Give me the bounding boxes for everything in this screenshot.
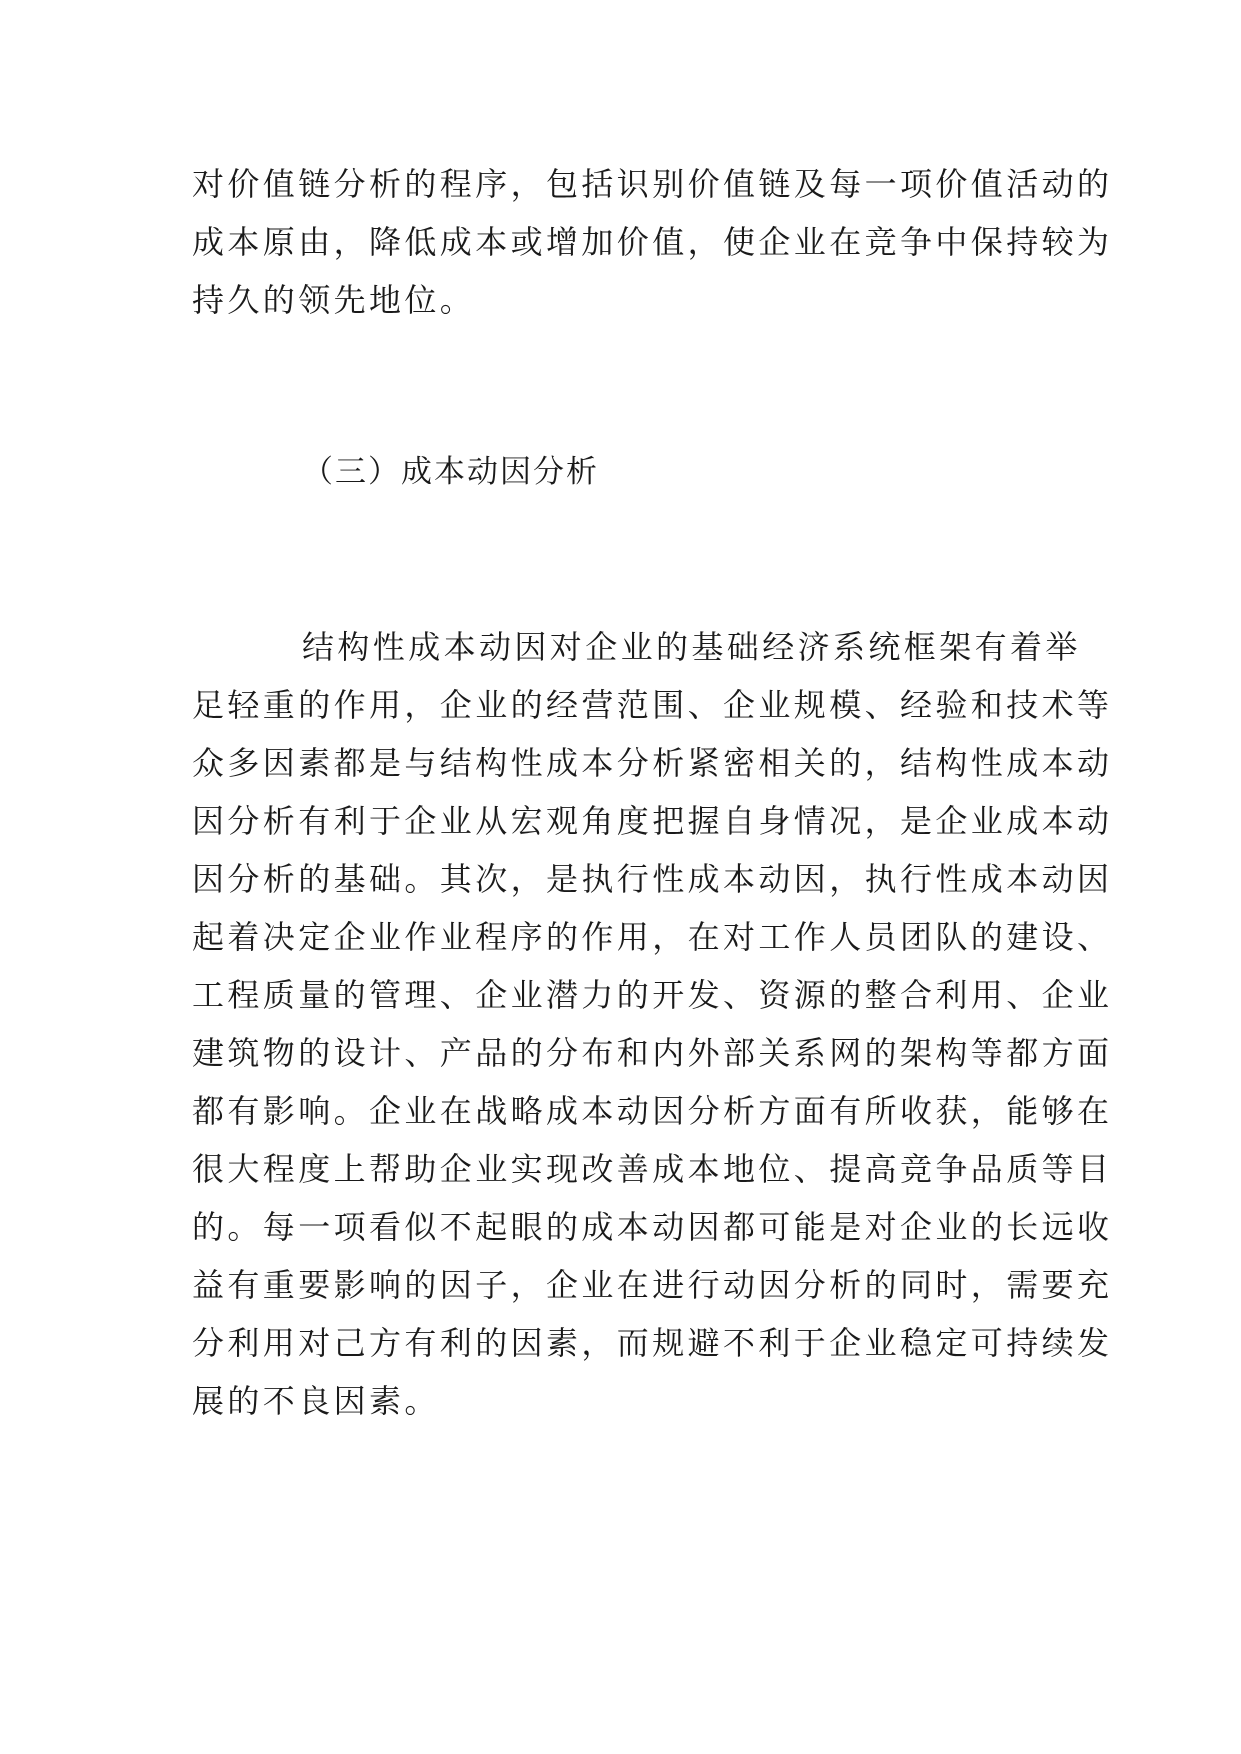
paragraph-2-line-2: 足轻重的作用，企业的经营范围、企业规模、经验和技术等 [192, 686, 1113, 724]
paragraph-2-line-3: 众多因素都是与结构性成本分析紧密相关的，结构性成本动 [192, 744, 1113, 782]
paragraph-2-line-13: 分利用对己方有利的因素，而规避不利于企业稳定可持续发 [192, 1324, 1113, 1362]
paragraph-2-line-7: 工程质量的管理、企业潜力的开发、资源的整合利用、企业 [192, 976, 1113, 1014]
section-heading: （三）成本动因分析 [302, 454, 599, 490]
paragraph-2-line-1: 结构性成本动因对企业的基础经济系统框架有着举 [302, 628, 1081, 666]
paragraph-2-line-9: 都有影响。企业在战略成本动因分析方面有所收获，能够在 [192, 1092, 1113, 1130]
paragraph-1-line-3: 持久的领先地位。 [192, 281, 476, 319]
paragraph-1-line-2: 成本原由，降低成本或增加价值，使企业在竞争中保持较为 [192, 223, 1113, 261]
paragraph-2-line-4: 因分析有利于企业从宏观角度把握自身情况，是企业成本动 [192, 802, 1113, 840]
paragraph-2-line-6: 起着决定企业作业程序的作用，在对工作人员团队的建设、 [192, 918, 1113, 956]
paragraph-2-line-12: 益有重要影响的因子，企业在进行动因分析的同时，需要充 [192, 1266, 1113, 1304]
paragraph-2-line-10: 很大程度上帮助企业实现改善成本地位、提高竞争品质等目 [192, 1150, 1113, 1188]
paragraph-2-line-8: 建筑物的设计、产品的分布和内外部关系网的架构等都方面 [192, 1034, 1113, 1072]
paragraph-2-line-11: 的。每一项看似不起眼的成本动因都可能是对企业的长远收 [192, 1208, 1113, 1246]
paragraph-2-line-14: 展的不良因素。 [192, 1382, 440, 1420]
paragraph-1-line-1: 对价值链分析的程序，包括识别价值链及每一项价值活动的 [192, 165, 1113, 203]
paragraph-2-line-5: 因分析的基础。其次，是执行性成本动因，执行性成本动因 [192, 860, 1113, 898]
